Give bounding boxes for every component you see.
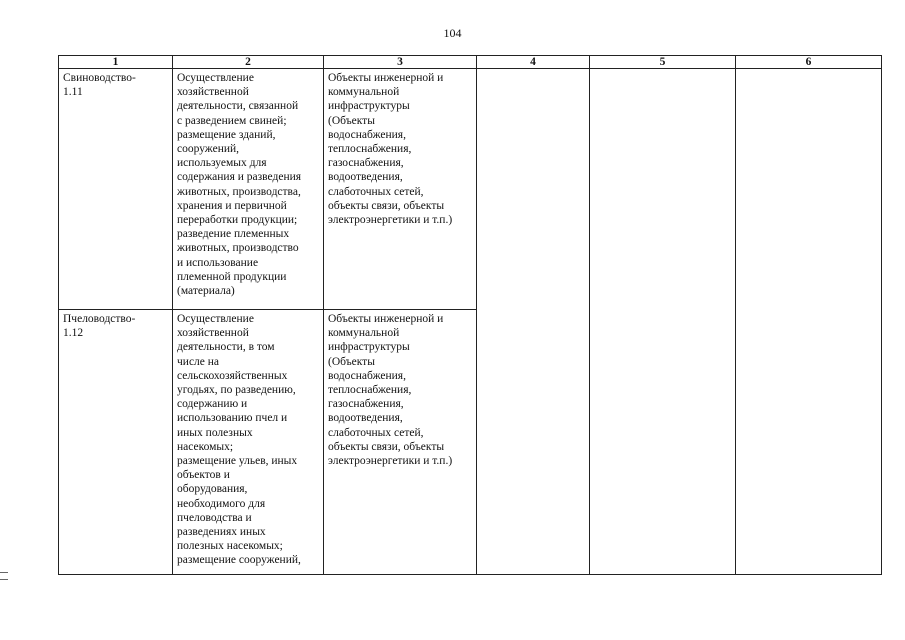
table-header-row — [59, 56, 882, 69]
margin-mark — [0, 572, 8, 580]
row-objects-cell: Объекты инженерной и коммунальной инфраструктуры (Объекты водоснабжения, теплоснабжения, газоснабжения, водоотведения, слаботочных сетей, объекты связи, объекты электроэнергетики и т.п.) — [324, 310, 477, 575]
row-description-cell: Осуществление хозяйственной деятельности, связанной с разведением свиней; размещение зданий, сооружений, используемых для содержания и разведения животных, производства, хранения и первичной переработки продукции; разведение племенных животных, производство и использование племенной продукции (материала) — [173, 69, 324, 310]
empty-cell-col6 — [736, 69, 882, 575]
column-header-3: 3 — [324, 56, 477, 69]
regulations-table — [58, 55, 882, 575]
empty-cell-col5 — [590, 69, 736, 575]
table-row — [59, 69, 882, 310]
row-name-cell: Пчеловодство- 1.12 — [59, 310, 173, 575]
column-header-5: 5 — [590, 56, 736, 69]
column-header-1: 1 — [59, 56, 173, 69]
row-objects-cell: Объекты инженерной и коммунальной инфраструктуры (Объекты водоснабжения, теплоснабжения, газоснабжения, водоотведения, слаботочных сетей, объекты связи, объекты электроэнергетики и т.п.) — [324, 69, 477, 310]
row-description-cell: Осуществление хозяйственной деятельности, в том числе на сельскохозяйственных угодьях, по разведению, содержанию и использованию пчел и иных полезных насекомых; размещение ульев, иных объектов и оборудования, необходимого для пчеловодства и разведениях иных полезных насекомых; размещение сооружений, — [173, 310, 324, 575]
empty-cell-col4 — [477, 69, 590, 575]
column-header-2: 2 — [173, 56, 324, 69]
row-name-cell: Свиноводство- 1.11 — [59, 69, 173, 310]
page-number: 104 — [443, 26, 462, 40]
column-header-6: 6 — [736, 56, 882, 69]
column-header-4: 4 — [477, 56, 590, 69]
